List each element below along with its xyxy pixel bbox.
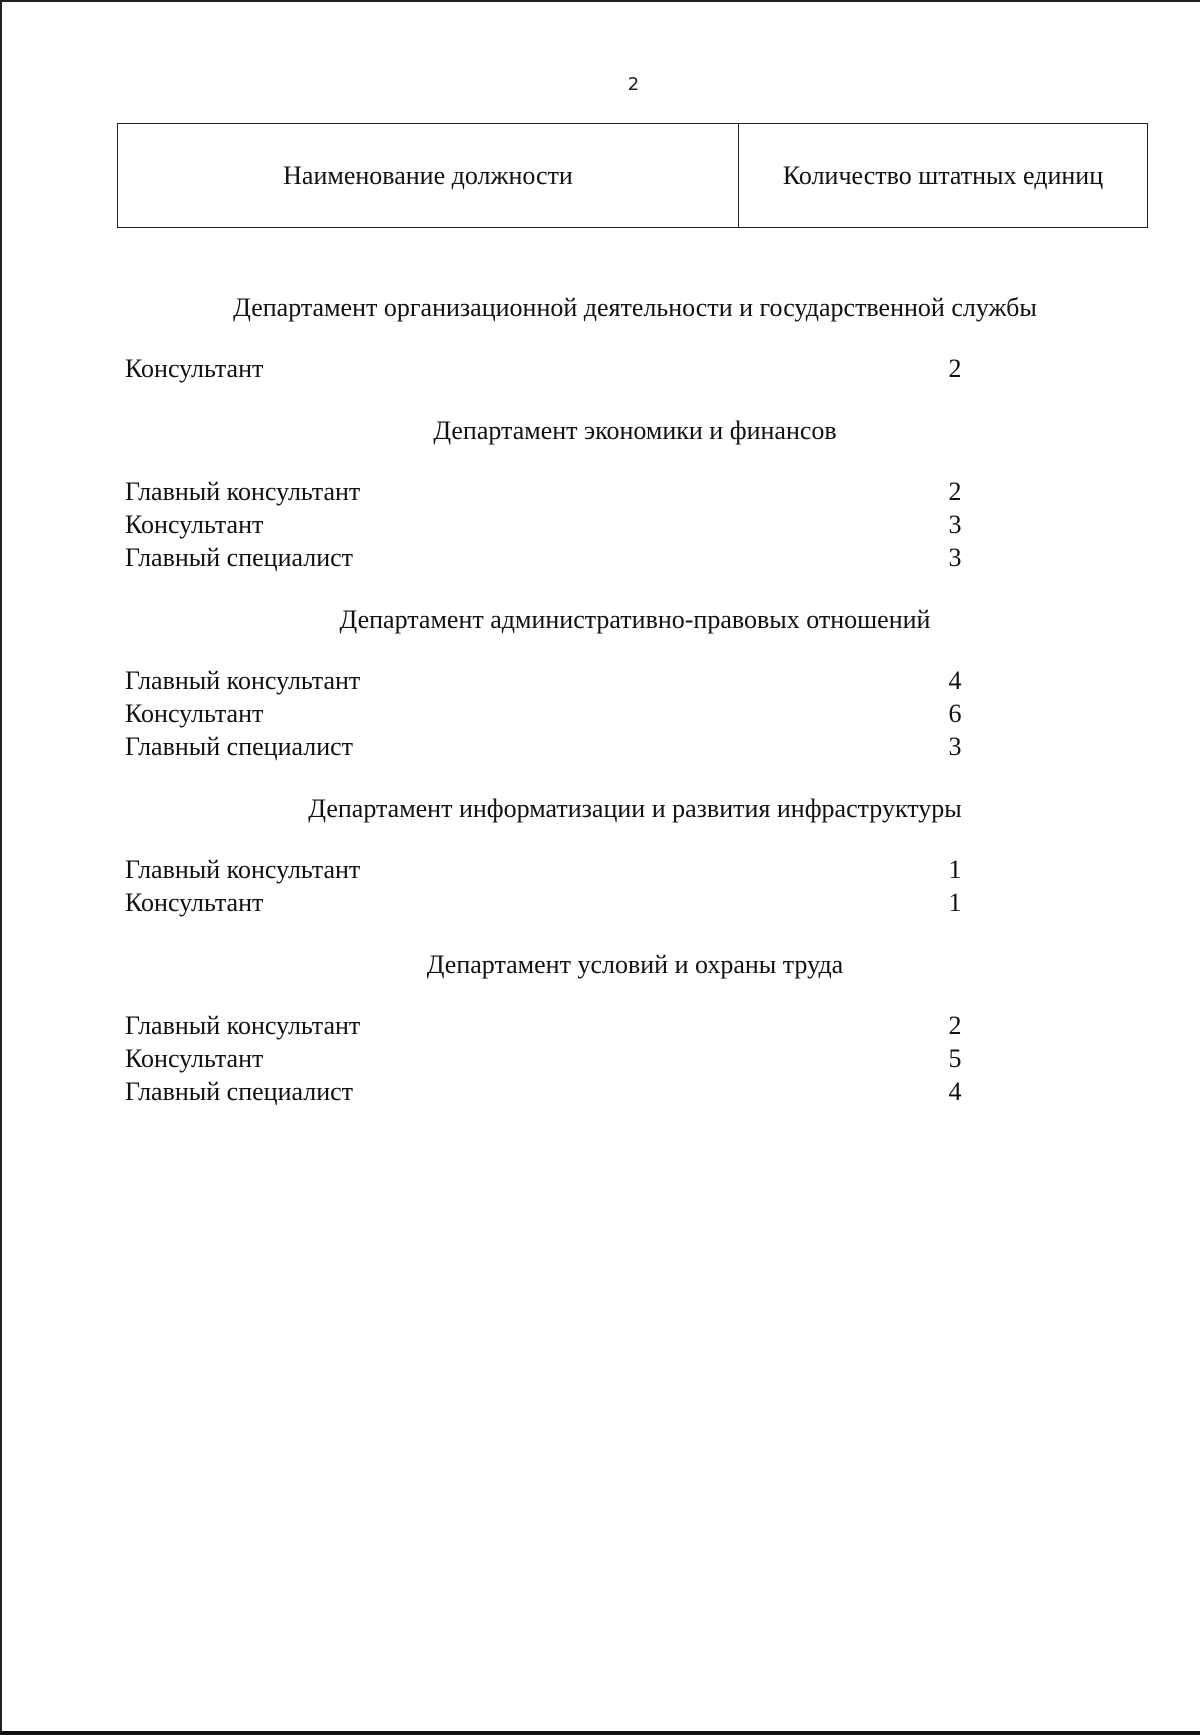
header-position-column: Наименование должности: [118, 124, 739, 227]
department-section: [125, 789, 1125, 919]
department-title: Департамент административно-правовых отношений: [339, 605, 931, 634]
position-name: Главный консультант: [125, 855, 361, 884]
department-rows: [125, 352, 1125, 385]
department-rows: [125, 664, 1125, 763]
department-section: [125, 411, 1125, 574]
position-count: 2: [948, 1011, 962, 1040]
position-name: Главный специалист: [125, 543, 354, 572]
staff-row: [125, 352, 1125, 385]
position-count: 3: [948, 510, 962, 539]
position-count: 2: [948, 477, 962, 506]
position-count: 5: [948, 1044, 962, 1073]
department-section: [125, 945, 1125, 1108]
position-count: 6: [948, 699, 962, 728]
department-title: Департамент экономики и финансов: [433, 416, 837, 445]
staff-row: [125, 853, 1125, 886]
department-title: Департамент информатизации и развития инфраструктуры: [308, 794, 962, 823]
position-name: Главный консультант: [125, 666, 361, 695]
position-name: Главный специалист: [125, 732, 354, 761]
page-number: 2: [627, 74, 640, 95]
position-count: 2: [948, 354, 962, 383]
staff-row: [125, 730, 1125, 763]
header-table: [117, 123, 1148, 228]
position-count: 1: [948, 855, 962, 884]
staff-row: [125, 475, 1125, 508]
staff-row: [125, 1042, 1125, 1075]
position-count: 1: [948, 888, 962, 917]
position-count: 3: [948, 543, 962, 572]
staff-row: [125, 664, 1125, 697]
position-name: Главный консультант: [125, 477, 361, 506]
department-rows: [125, 853, 1125, 919]
staff-row: [125, 508, 1125, 541]
position-name: Главный консультант: [125, 1011, 361, 1040]
department-section: [125, 600, 1125, 763]
position-name: Главный специалист: [125, 1077, 354, 1106]
department-rows: [125, 1009, 1125, 1108]
scan-edge-bottom: [0, 1731, 1200, 1735]
staff-row: [125, 697, 1125, 730]
position-name: Консультант: [125, 888, 264, 917]
position-name: Консультант: [125, 1044, 264, 1073]
department-rows: [125, 475, 1125, 574]
department-section: [125, 288, 1125, 385]
scan-edge-left: [0, 0, 2, 1735]
staff-row: [125, 1075, 1125, 1108]
scan-edge-top: [0, 0, 1200, 2]
position-name: Консультант: [125, 354, 264, 383]
header-count-column: Количество штатных единиц: [782, 161, 1104, 190]
staff-row: [125, 1009, 1125, 1042]
position-count: 4: [948, 1077, 962, 1106]
position-name: Консультант: [125, 699, 264, 728]
department-title: Департамент условий и охраны труда: [426, 950, 844, 979]
position-count: 4: [948, 666, 962, 695]
staff-row: [125, 541, 1125, 574]
position-count: 3: [948, 732, 962, 761]
department-title: Департамент организационной деятельности и государственной службы: [233, 293, 1037, 322]
staff-list: [125, 288, 1125, 1134]
position-name: Консультант: [125, 510, 264, 539]
staff-row: [125, 886, 1125, 919]
